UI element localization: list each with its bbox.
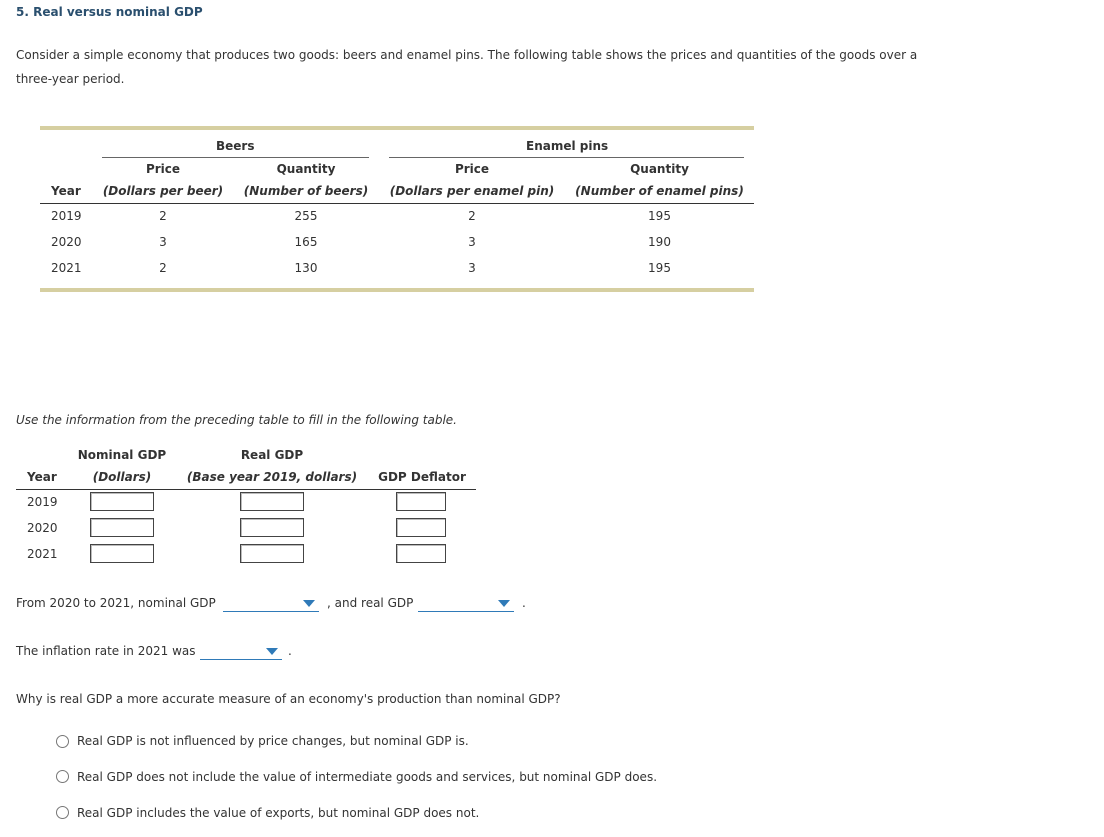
instruction-text: Use the information from the preceding table to fill in the following table. — [16, 413, 457, 427]
pin-quantity-cell: 190 — [648, 235, 671, 249]
intro-paragraph: Consider a simple economy that produces two goods: beers and enamel pins. The following table shows the prices and quantities of the goods over a three-year period. — [16, 48, 918, 86]
inflation-rate-dropdown[interactable] — [200, 645, 282, 660]
table-row-year: 2021 — [27, 547, 58, 561]
beer-price-cell: 3 — [159, 235, 167, 249]
table-row-year: 2019 — [51, 209, 82, 223]
nominal-gdp-unit: (Dollars) — [92, 470, 152, 484]
pin-price-cell: 3 — [468, 235, 476, 249]
table-top-band — [40, 126, 754, 130]
beers-group-header: Beers — [216, 139, 255, 153]
real-gdp-2019-input[interactable] — [240, 492, 304, 511]
pin-price-cell: 3 — [468, 261, 476, 275]
real-gdp-change-dropdown[interactable] — [418, 597, 514, 612]
real-gdp-question-text: , and real GDP — [327, 596, 414, 610]
option-radio[interactable] — [56, 806, 69, 819]
option-label[interactable]: Real GDP does not include the value of intermediate goods and services, but nominal GDP does. — [77, 770, 658, 784]
sentence-end: . — [522, 596, 526, 610]
gdp-deflator-header: GDP Deflator — [378, 470, 466, 484]
pin-quantity-cell: 195 — [648, 261, 671, 275]
pin-price-cell: 2 — [468, 209, 476, 223]
year-header: Year — [27, 470, 57, 484]
table-bottom-band — [40, 288, 754, 292]
nominal-gdp-header: Nominal GDP — [77, 448, 167, 462]
beer-quantity-cell: 130 — [294, 261, 318, 275]
beer-price-cell: 2 — [159, 261, 167, 275]
chevron-down-icon — [498, 600, 510, 607]
option-label[interactable]: Real GDP is not influenced by price changes, but nominal GDP is. — [77, 734, 469, 748]
nominal-gdp-2021-input[interactable] — [90, 544, 154, 563]
table-row-year: 2020 — [27, 521, 58, 535]
beers-underline — [102, 157, 369, 158]
beer-price-header: Price — [145, 162, 181, 176]
real-gdp-question: Why is real GDP a more accurate measure of an economy's production than nominal GDP? — [16, 692, 561, 706]
chevron-down-icon — [266, 648, 278, 655]
chevron-down-icon — [303, 600, 315, 607]
nominal-gdp-question-text: From 2020 to 2021, nominal GDP — [16, 596, 216, 610]
real-gdp-unit: (Base year 2019, dollars) — [186, 470, 358, 484]
gdp-deflator-2019-input[interactable] — [396, 492, 446, 511]
pin-quantity-header: Quantity — [630, 162, 689, 176]
table-row-year: 2021 — [51, 261, 82, 275]
pin-price-unit: (Dollars per enamel pin) — [389, 184, 555, 198]
beer-quantity-header: Quantity — [276, 162, 336, 176]
table-row-year: 2020 — [51, 235, 82, 249]
year-header: Year — [51, 184, 81, 198]
inflation-question-text: The inflation rate in 2021 was — [16, 644, 196, 658]
beer-quantity-cell: 165 — [294, 235, 318, 249]
pin-quantity-unit: (Number of enamel pins) — [575, 184, 744, 198]
option-radio[interactable] — [56, 770, 69, 783]
option-label[interactable]: Real GDP includes the value of exports, but nominal GDP does not. — [77, 806, 480, 820]
sentence-end: . — [288, 644, 292, 658]
pin-quantity-cell: 195 — [648, 209, 671, 223]
table-row-year: 2019 — [27, 495, 58, 509]
gdp-deflator-2021-input[interactable] — [396, 544, 446, 563]
real-gdp-2020-input[interactable] — [240, 518, 304, 537]
enamel-pins-group-header: Enamel pins — [526, 139, 609, 153]
nominal-gdp-2020-input[interactable] — [90, 518, 154, 537]
page-title: 5. Real versus nominal GDP — [16, 5, 203, 19]
header-rule — [40, 203, 754, 204]
nominal-gdp-change-dropdown[interactable] — [223, 597, 319, 612]
nominal-gdp-2019-input[interactable] — [90, 492, 154, 511]
beer-quantity-cell: 255 — [294, 209, 318, 223]
beer-price-cell: 2 — [159, 209, 167, 223]
beer-quantity-unit: (Number of beers) — [243, 184, 369, 198]
option-radio[interactable] — [56, 735, 69, 748]
real-gdp-2021-input[interactable] — [240, 544, 304, 563]
header-rule — [16, 489, 476, 490]
pins-underline — [389, 157, 744, 158]
real-gdp-header: Real GDP — [240, 448, 304, 462]
pin-price-header: Price — [454, 162, 490, 176]
beer-price-unit: (Dollars per beer) — [102, 184, 224, 198]
gdp-deflator-2020-input[interactable] — [396, 518, 446, 537]
